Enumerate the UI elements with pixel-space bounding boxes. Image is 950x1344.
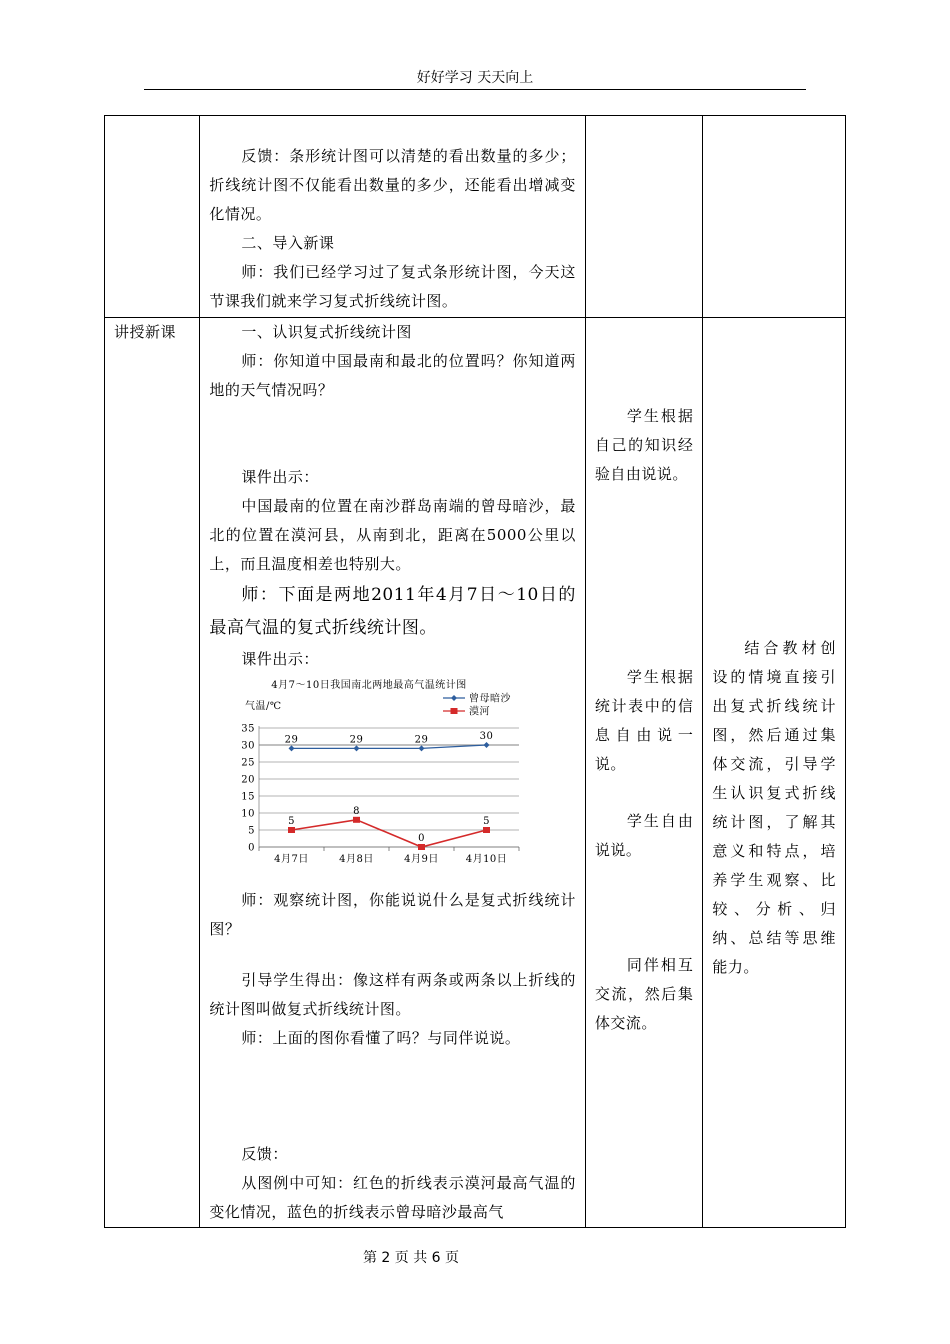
series-point — [418, 844, 425, 850]
y-tick-label: 30 — [241, 740, 256, 752]
series-line — [292, 820, 487, 847]
intent-cell — [703, 116, 846, 318]
geography-paragraph: 中国最南的位置在南沙群岛南端的曾母暗沙，最北的位置在漠河县，从南到北，距离在5000公里以上，而且温度相差也特别大。 — [209, 497, 576, 573]
content-cell — [200, 116, 586, 318]
table-row — [105, 318, 846, 1228]
feedback-label: 反馈： — [241, 1145, 288, 1163]
page-header: 好好学习 天天向上 — [416, 70, 534, 86]
y-tick-label: 35 — [241, 723, 256, 735]
page-footer: 第 2 页 共 6 页 — [362, 1250, 460, 1266]
chart-yticks — [242, 724, 256, 854]
series-point — [354, 745, 360, 751]
teacher-question-2: 师：观察统计图，你能说说什么是复式折线统计图？ — [209, 891, 576, 938]
student-activity-4: 同伴相互交流，然后集体交流。 — [594, 956, 694, 1032]
data-label: 0 — [418, 833, 426, 844]
student-cell — [585, 318, 702, 1228]
courseware-label: 课件出示： — [241, 468, 319, 486]
legend-explanation: 从图例中可知：红色的折线表示漠河最高气温的变化情况，蓝色的折线表示曾母暗沙最高气 — [209, 1174, 576, 1221]
y-tick-label: 10 — [241, 808, 256, 820]
intro-heading: 二、导入新课 — [241, 234, 335, 252]
x-tick-label: 4月9日 — [404, 854, 440, 865]
x-tick-label: 4月10日 — [466, 854, 508, 865]
series-point — [483, 827, 490, 833]
series-point — [288, 827, 295, 833]
design-intent: 结合教材创设的情境直接引出复式折线统计图，然后通过集体交流，引导学生认识复式折线统计图，了解其意义和特点，培养学生观察、比较、分析、归纳、总结等思维能力。 — [712, 639, 836, 976]
series-point — [353, 817, 360, 823]
teacher-question-3: 师：上面的图你看懂了吗？与同伴说说。 — [241, 1029, 521, 1047]
data-label: 29 — [350, 734, 364, 746]
chart-title: 4月7～10日我国南北两地最高气温统计图 — [271, 680, 468, 691]
y-tick-label: 15 — [241, 791, 256, 803]
legend-label: 漠河 — [469, 706, 491, 718]
data-label: 5 — [483, 816, 491, 827]
student-cell — [585, 116, 702, 318]
student-activity-2: 学生根据统计表中的信息自由说一说。 — [594, 668, 694, 773]
student-activity-1: 学生根据自己的知识经验自由说说。 — [594, 407, 694, 483]
section-cell — [105, 116, 200, 318]
x-tick-label: 4月7日 — [274, 854, 310, 865]
courseware-label-2: 课件出示： — [241, 650, 319, 668]
data-label: 30 — [480, 731, 494, 742]
temperature-chart — [209, 676, 576, 886]
legend-marker — [451, 695, 457, 701]
header-rule — [144, 89, 806, 90]
chart-series — [285, 731, 494, 850]
data-label: 29 — [415, 734, 429, 746]
y-tick-label: 0 — [248, 842, 256, 854]
series-point — [289, 745, 295, 751]
chart-xticks — [259, 847, 519, 865]
section-heading: 一、认识复式折线统计图 — [241, 323, 412, 341]
data-label: 8 — [353, 805, 361, 817]
student-activity-3: 学生自由说说。 — [594, 812, 694, 859]
y-tick-label: 25 — [241, 757, 256, 769]
table-row — [105, 116, 846, 318]
teacher-paragraph: 师：我们已经学习过了复式条形统计图，今天这节课我们就来学习复式折线统计图。 — [209, 263, 576, 310]
series-point — [419, 745, 425, 751]
data-label: 5 — [288, 816, 296, 827]
chart-ylabel: 气温/℃ — [245, 701, 282, 712]
series-point — [484, 742, 490, 748]
definition-paragraph: 引导学生得出：像这样有两条或两条以上折线的统计图叫做复式折线统计图。 — [209, 971, 576, 1018]
lesson-plan-table — [104, 115, 846, 1228]
y-tick-label: 5 — [248, 825, 256, 837]
chart-legend — [443, 692, 511, 718]
feedback-paragraph: 反馈：条形统计图可以清楚的看出数量的多少；折线统计图不仅能看出数量的多少，还能看出增减变化情况。 — [209, 147, 576, 223]
intent-cell — [703, 318, 846, 1228]
section-label: 讲授新课 — [105, 318, 200, 1228]
legend-marker — [451, 708, 458, 714]
teacher-question: 师：你知道中国最南和最北的位置吗？你知道两地的天气情况吗？ — [209, 352, 576, 399]
x-tick-label: 4月8日 — [339, 854, 375, 865]
y-tick-label: 20 — [241, 774, 256, 786]
content-cell — [200, 318, 586, 1228]
legend-label: 曾母暗沙 — [469, 693, 512, 705]
chart-svg — [209, 676, 529, 872]
chart-intro-paragraph: 师：下面是两地2011年4月7日～10日的最高气温的复式折线统计图。 — [209, 585, 576, 638]
data-label: 29 — [285, 734, 299, 746]
